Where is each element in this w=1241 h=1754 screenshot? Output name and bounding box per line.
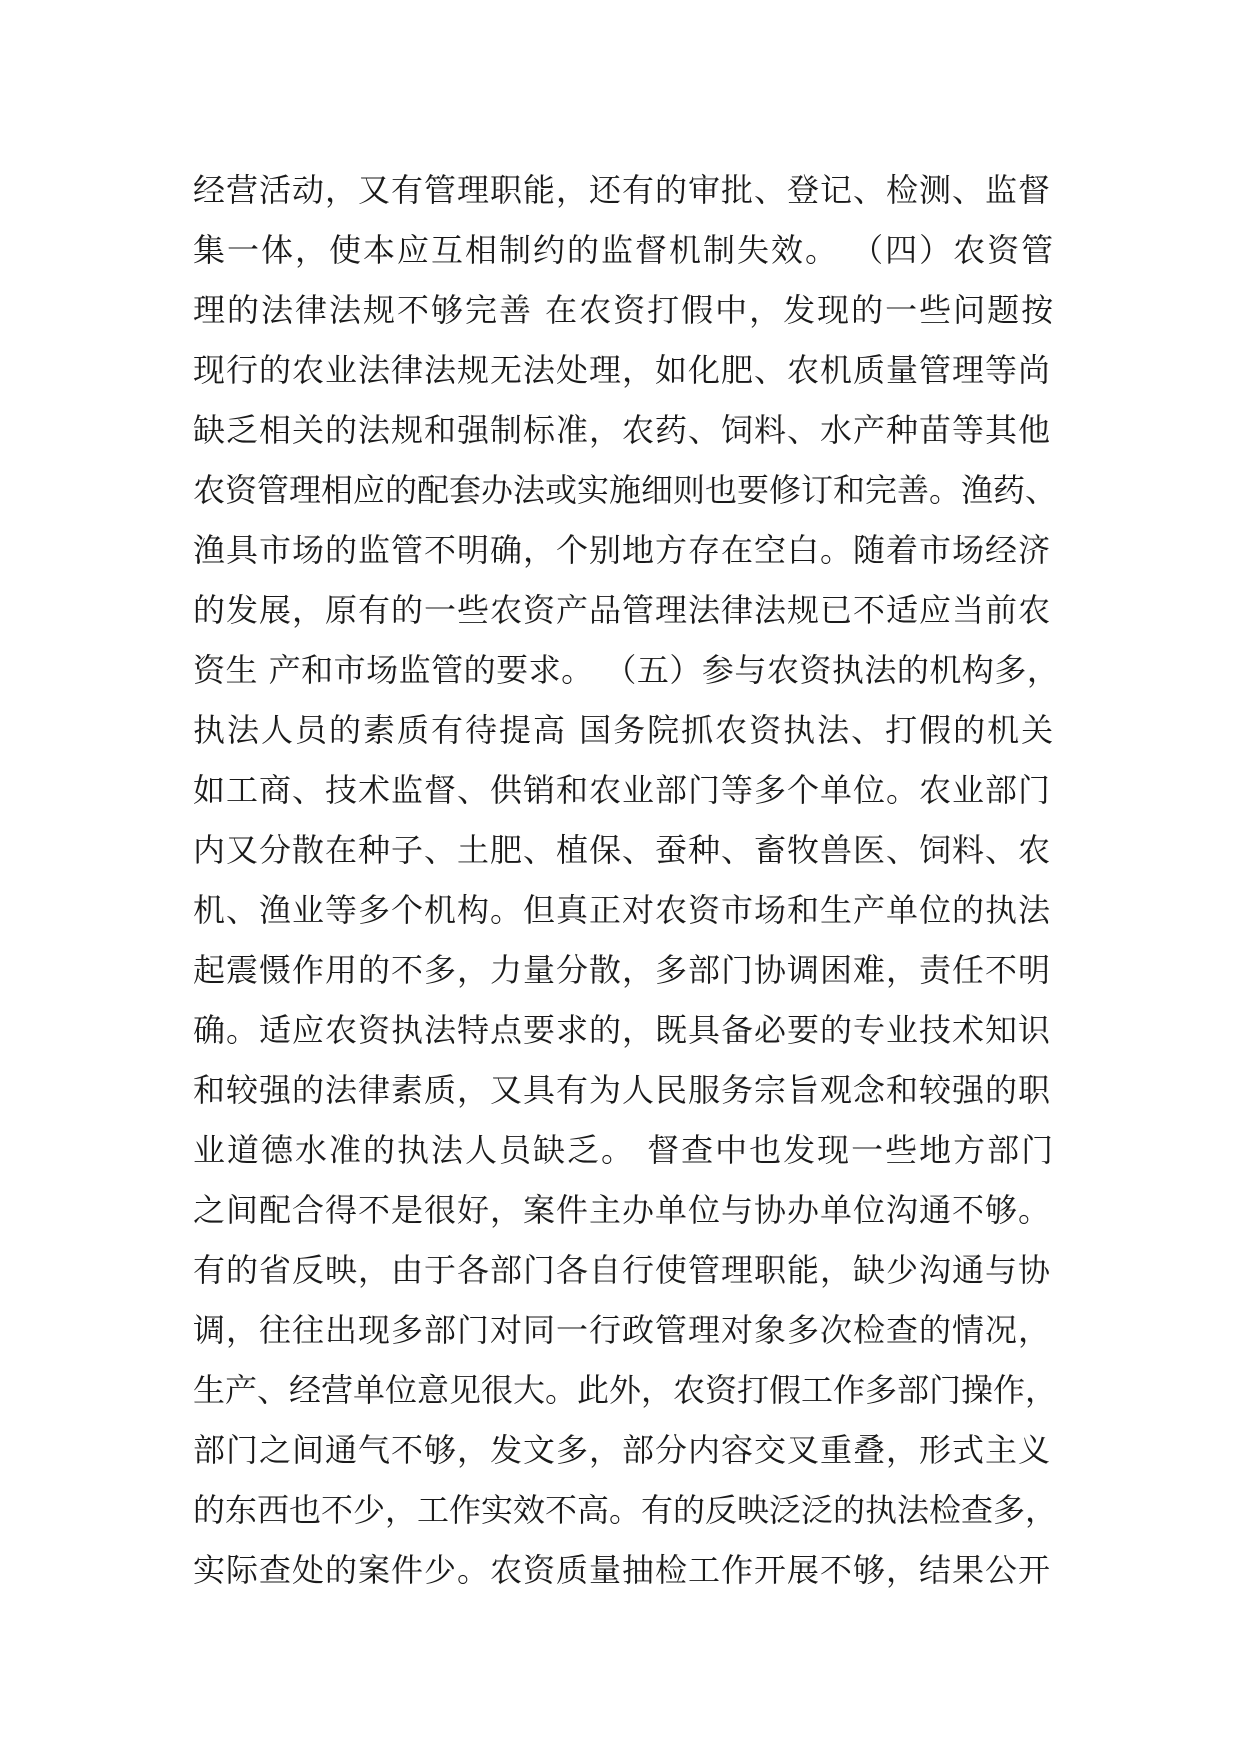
text-line: 有的省反映，由于各部门各自行使管理职能，缺少沟通与协 (193, 1251, 1052, 1289)
text-line: 业道德水准的执法人员缺乏。 督查中也发现一些地方部门 (193, 1131, 1056, 1169)
text-line: 确。适应农资执法特点要求的，既具备必要的专业技术知识 (193, 1011, 1052, 1049)
text-line: 之间配合得不是很好，案件主办单位与协办单位沟通不够。 (193, 1191, 1052, 1229)
body-text (193, 160, 1063, 1600)
text-line: 的发展，原有的一些农资产品管理法律法规已不适应当前农 (193, 591, 1052, 629)
text-line: 内又分散在种子、土肥、植保、蚕种、畜牧兽医、饲料、农 (193, 831, 1052, 869)
text-line: 缺乏相关的法规和强制标准，农药、饲料、水产种苗等其他 (193, 411, 1052, 449)
text-line: 经营活动，又有管理职能，还有的审批、登记、检测、监督 (193, 171, 1052, 209)
text-line: 的东西也不少，工作实效不高。有的反映泛泛的执法检查多， (193, 1491, 1058, 1529)
text-line: 资生 产和市场监管的要求。 （五）参与农资执法的机构多， (193, 651, 1060, 689)
text-line: 集一体，使本应互相制约的监督机制失效。 （四）农资管 (193, 231, 1056, 269)
text-line: 渔具市场的监管不明确，个别地方存在空白。随着市场经济 (193, 531, 1052, 569)
text-line: 调，往往出现多部门对同一行政管理对象多次检查的情况， (193, 1311, 1052, 1349)
text-line: 现行的农业法律法规无法处理，如化肥、农机质量管理等尚 (193, 351, 1052, 389)
text-line: 农资管理相应的配套办法或实施细则也要修订和完善。渔药、 (193, 471, 1058, 509)
text-line: 起震慑作用的不多，力量分散，多部门协调困难，责任不明 (193, 951, 1052, 989)
text-line: 如工商、技术监督、供销和农业部门等多个单位。农业部门 (193, 771, 1052, 809)
text-line: 机、渔业等多个机构。但真正对农资市场和生产单位的执法 (193, 891, 1052, 929)
text-line: 和较强的法律素质，又具有为人民服务宗旨观念和较强的职 (193, 1071, 1052, 1109)
text-line: 部门之间通气不够，发文多，部分内容交叉重叠，形式主义 (193, 1431, 1052, 1469)
text-line: 执法人员的素质有待提高 国务院抓农资执法、打假的机关 (193, 711, 1056, 749)
text-line: 理的法律法规不够完善 在农资打假中，发现的一些问题按 (193, 291, 1056, 329)
text-line: 实际查处的案件少。农资质量抽检工作开展不够，结果公开 (193, 1551, 1052, 1589)
text-line: 生产、经营单位意见很大。此外，农资打假工作多部门操作， (193, 1371, 1058, 1409)
